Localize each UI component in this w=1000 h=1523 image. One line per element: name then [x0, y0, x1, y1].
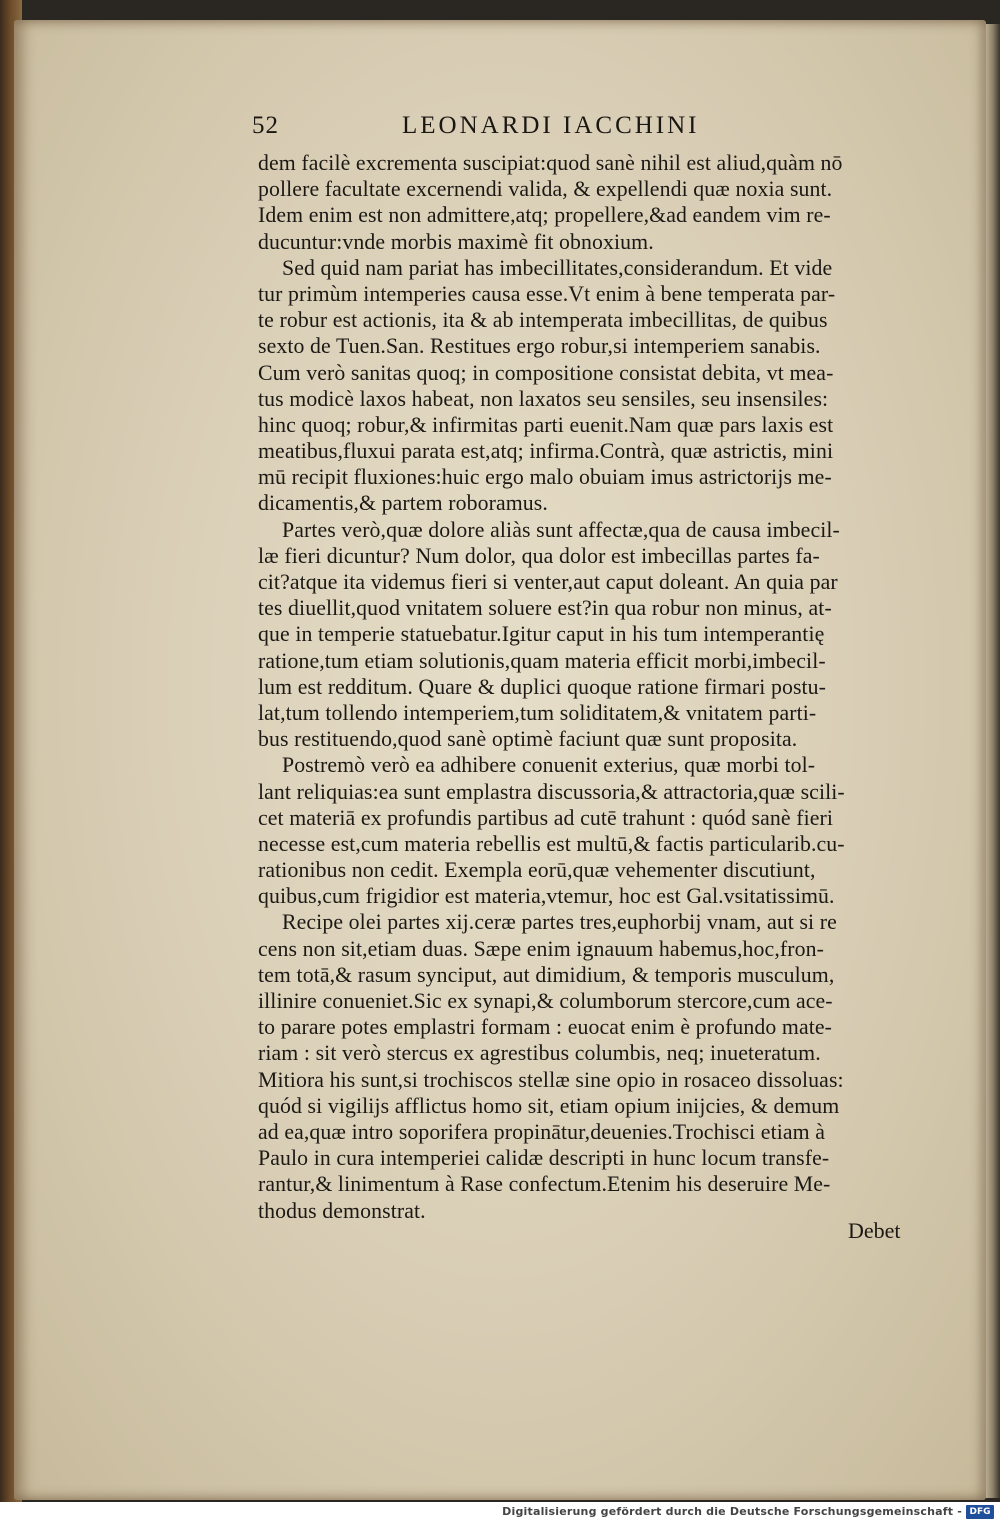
text-line: thodus demonstrat.	[258, 1198, 426, 1223]
page-number: 52	[252, 112, 279, 139]
text-line: sexto de Tuen.San. Restitues ergo robur,si intemperiem sanabis.	[258, 334, 821, 359]
text-line: tur primùm intemperies causa esse.Vt enim à bene temperata par-	[258, 281, 836, 306]
text-line: quibus,cum frigidior est materia,vtemur, hoc est Gal.vsitatissimū.	[258, 884, 835, 909]
text-line: illinire conueniet.Sic ex synapi,& columborum stercore,cum ace-	[258, 989, 833, 1013]
text-line: Recipe olei partes xij.ceræ partes tres,euphorbij vnam, aut si re	[282, 910, 837, 935]
text-line: te robur est actionis, ita & ab intemperata imbecillitas, de quibus	[258, 308, 828, 333]
text-line: dem facilè excrementa suscipiat:quod sanè nihil est aliud,quàm nō	[258, 151, 843, 175]
funding-credit: Digitalisierung gefördert durch die Deutsche Forschungsgemeinschaft -	[502, 1505, 962, 1518]
text-line: mū recipit fluxiones:huic ergo malo obuiam imus astrictorijs me-	[258, 465, 832, 490]
text-line: cens non sit,etiam duas. Sæpe enim ignauum habemus,hoc,fron-	[258, 936, 824, 961]
text-line: lum est redditum. Quare & duplici quoque ratione firmari postu-	[258, 674, 827, 699]
text-line: meatibus,fluxui parata est,atq; infirma.Contrà, quæ astrictis, mini	[258, 439, 834, 464]
catchword: Debet	[848, 1218, 901, 1243]
text-line: quód si vigilijs afflictus homo sit, etiam opium inijcies, & demum	[258, 1093, 840, 1118]
text-line: Sed quid nam pariat has imbecillitates,considerandum. Et vide	[282, 255, 833, 280]
running-title: LEONARDI IACCHINI	[402, 112, 700, 139]
text-line: ducuntur:vnde morbis maximè fit obnoxium.	[258, 229, 654, 254]
text-line: rationibus non cedit. Exempla eorū,quæ vehementer discutiunt,	[258, 858, 816, 883]
text-line: necesse est,cum materia rebellis est multū,& factis particularib.cu-	[258, 831, 845, 856]
text-line: dicamentis,& partem roboramus.	[258, 491, 548, 516]
text-line: cet materiā ex profundis partibus ad cutē trahunt : quód sanè fieri	[258, 805, 834, 830]
text-line: cit?atque ita videmus fieri si venter,aut caput doleant. An quia par	[258, 570, 838, 594]
text-line: læ fieri dicuntur? Num dolor, qua dolor est imbecillas partes fa-	[258, 543, 820, 568]
text-line: lat,tum tollendo intemperiem,tum soliditatem,& vnitatem parti-	[258, 700, 817, 725]
text-line: Idem enim est non admittere,atq; propellere,&ad eandem vim re-	[258, 203, 831, 228]
text-line: ad ea,quæ intro soporifera propinātur,deuenies.Trochisci etiam à	[258, 1119, 826, 1144]
text-line: tus modicè laxos habeat, non laxatos seu sensiles, seu insensiles:	[258, 386, 829, 411]
text-line: Paulo in cura intemperiei calidæ descripti in hunc locum transfe-	[258, 1146, 830, 1171]
text-line: pollere facultate excernendi valida, & expellendi quæ noxia sunt.	[258, 177, 833, 202]
text-line: hinc quoq; robur,& infirmitas parti euenit.Nam quæ pars laxis est	[258, 412, 834, 437]
text-line: lant reliquias:ea sunt emplastra discussoria,& attractoria,quæ scili-	[258, 779, 845, 804]
text-line: tes diuellit,quod vnitatem soluere est?in qua robur non minus, at-	[258, 596, 832, 621]
text-line: bus restituendo,quod sanè optimè faciunt quæ sunt proposita.	[258, 727, 798, 752]
text-line: to parare potes emplastri formam : euocat enim è profundo mate-	[258, 1015, 833, 1040]
text-line: tem totā,& rasum synciput, aut dimidium, & temporis musculum,	[258, 962, 835, 987]
text-line: que in temperie statuebatur.Igitur caput in his tum intemperantię	[258, 622, 825, 647]
text-line: ratione,tum etiam solutionis,quam materia efficit morbi,imbecil-	[258, 648, 826, 673]
text-line: Mitiora his sunt,si trochiscos stellæ sine opio in rosaceo dissoluas:	[258, 1067, 844, 1092]
text-line: Partes verò,quæ dolore aliàs sunt affectæ,qua de causa imbecil-	[282, 517, 840, 542]
text-line: riam : sit verò stercus ex agrestibus columbis, neq; inueteratum.	[258, 1041, 821, 1066]
text-line: Cum verò sanitas quoq; in compositione consistat debita, vt mea-	[258, 360, 834, 385]
dfg-logo: DFG	[966, 1505, 994, 1519]
page-stack-edge	[986, 24, 1000, 1498]
text-line: rantur,& linimentum à Rase confectum.Etenim his deseruire Me-	[258, 1172, 831, 1197]
running-head	[252, 112, 952, 146]
body-text	[258, 150, 918, 1224]
digitization-footer	[0, 1502, 1000, 1523]
text-line: Postremò verò ea adhibere conuenit exterius, quæ morbi tol-	[282, 753, 816, 778]
